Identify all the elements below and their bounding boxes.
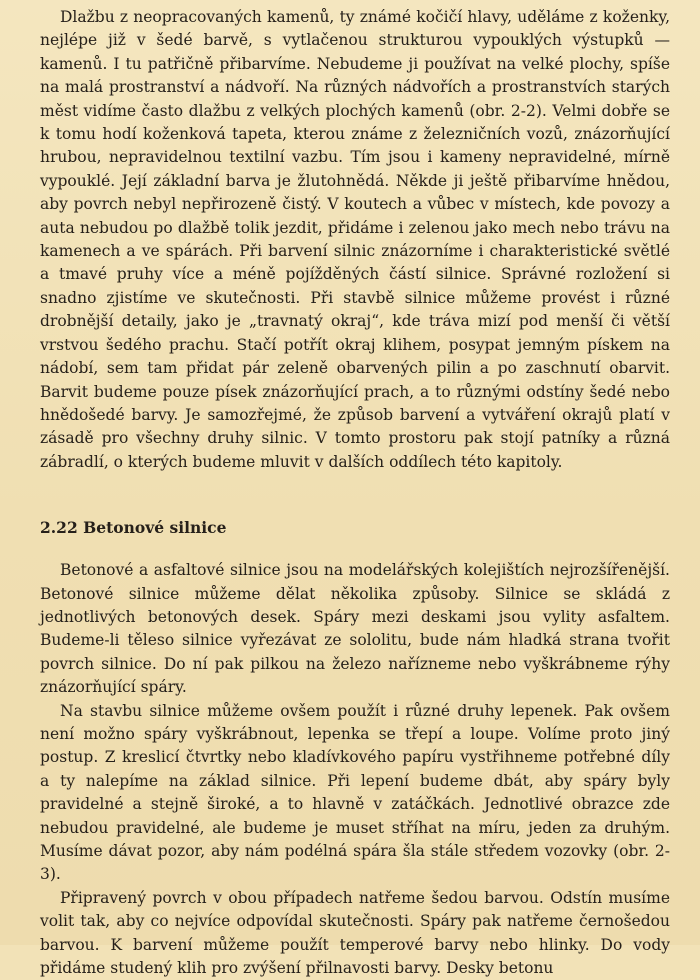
section-number: 2.22 — [40, 518, 78, 538]
paragraph-concrete-roads-intro: Betonové a asfaltové silnice jsou na modelářských kolejištích nejrozšířenější. Betonové silnice můžeme dělat několika způsoby. Silnice se skládá z jednotlivých betonových desek. Spáry mezi deskami jsou vylity asfaltem. Budeme-li těleso silnice vyřezávat ze sololitu, bude nám hladká strana tvořit povrch silnice. Do ní pak pilkou na železo nařízneme nebo vyškrábneme rýhy znázorňující spáry. — [40, 561, 670, 697]
paragraph-cobblestone-paving: Dlažbu z neopracovaných kamenů, ty známé kočičí hlavy, uděláme z koženky, nejlépe již v šedé barvě, s vytlačenou strukturou vypouklých výstupků — kamenů. I tu patřičně přibarvíme. Nebudeme ji používat na velké plochy, spíše na malá prostranství a nádvoří. Na různých nádvořích a prostranstvích starých měst vidíme často dlažbu z velkých plochých kamenů (obr. 2-2). Velmi dobře se k tomu hodí koženková tapeta, kterou známe z železničních vozů, znázorňující hrubou, nepravidelnou textilní vazbu. Tím jsou i kameny nepravidelné, mírně vypouklé. Její základní barva je žlutohnědá. Někde ji ještě přibarvíme hnědou, aby povrch nebyl nepřirozeně čistý. V koutech a vůbec v místech, kde povozy a auta nebudou po dlažbě tolik jezdit, přidáme i zelenou jako mech nebo trávu na kamenech a ve spárách. Při barvení silnic znázorníme i charakteristické světlé a tmavé pruhy více a méně pojížděných částí silnice. Správné rozložení si snadno zjistíme ve skutečnosti. Při stavbě silnice můžeme provést i různé drobnější detaily, jako je „travnatý okraj“, kde tráva mizí pod menší či větší vrstvou šedého prachu. Stačí potřít okraj klihem, posypat jemným pískem na nádobí, sem tam přidat pár zeleně obarvených pilin a po zaschnutí obarvit. Barvit budeme pouze písek znázorňující prach, a to různými odstíny šedé nebo hnědošedé barvy. Je samozřejmé, že způsob barvení a vytváření okrajů platí v zásadě pro všechny druhy silnic. V tomto prostoru pak stojí patníky a různá zábradlí, o kterých budeme mluvit v dalších oddílech této kapitoly. — [40, 8, 670, 471]
paragraph-cardboard-method: Na stavbu silnice můžeme ovšem použít i různé druhy lepenek. Pak ovšem není možno spáry vyškrábnout, lepenka se třepí a loupe. Volíme proto jiný postup. Z kreslicí čtvrtky nebo kladívkového papíru vystřihneme potřebné díly a ty nalepíme na základ silnice. Při lepení budeme dbát, aby spáry byly pravidelné a stejně široké, a to hlavně v zatáčkách. Jednotlivé obrazce zde nebudou pravidelné, ale budeme je muset stříhat na míru, jeden za druhým. Musíme dávat pozor, aby nám podélná spára šla stále středem vozovky (obr. 2-3). — [40, 701, 670, 884]
section-heading — [40, 516, 670, 539]
section-title: Betonové silnice — [83, 518, 227, 538]
paragraph-painting-surface: Připravený povrch v obou případech natřeme šedou barvou. Odstín musíme volit tak, aby co nejvíce odpovídal skutečnosti. Spáry pak natřeme černošedou barvou. K barvení můžeme použít temperové barvy nebo hlinky. Do vody přidáme studený klih pro zvýšení přilnavosti barvy. Desky betonu — [40, 888, 670, 978]
